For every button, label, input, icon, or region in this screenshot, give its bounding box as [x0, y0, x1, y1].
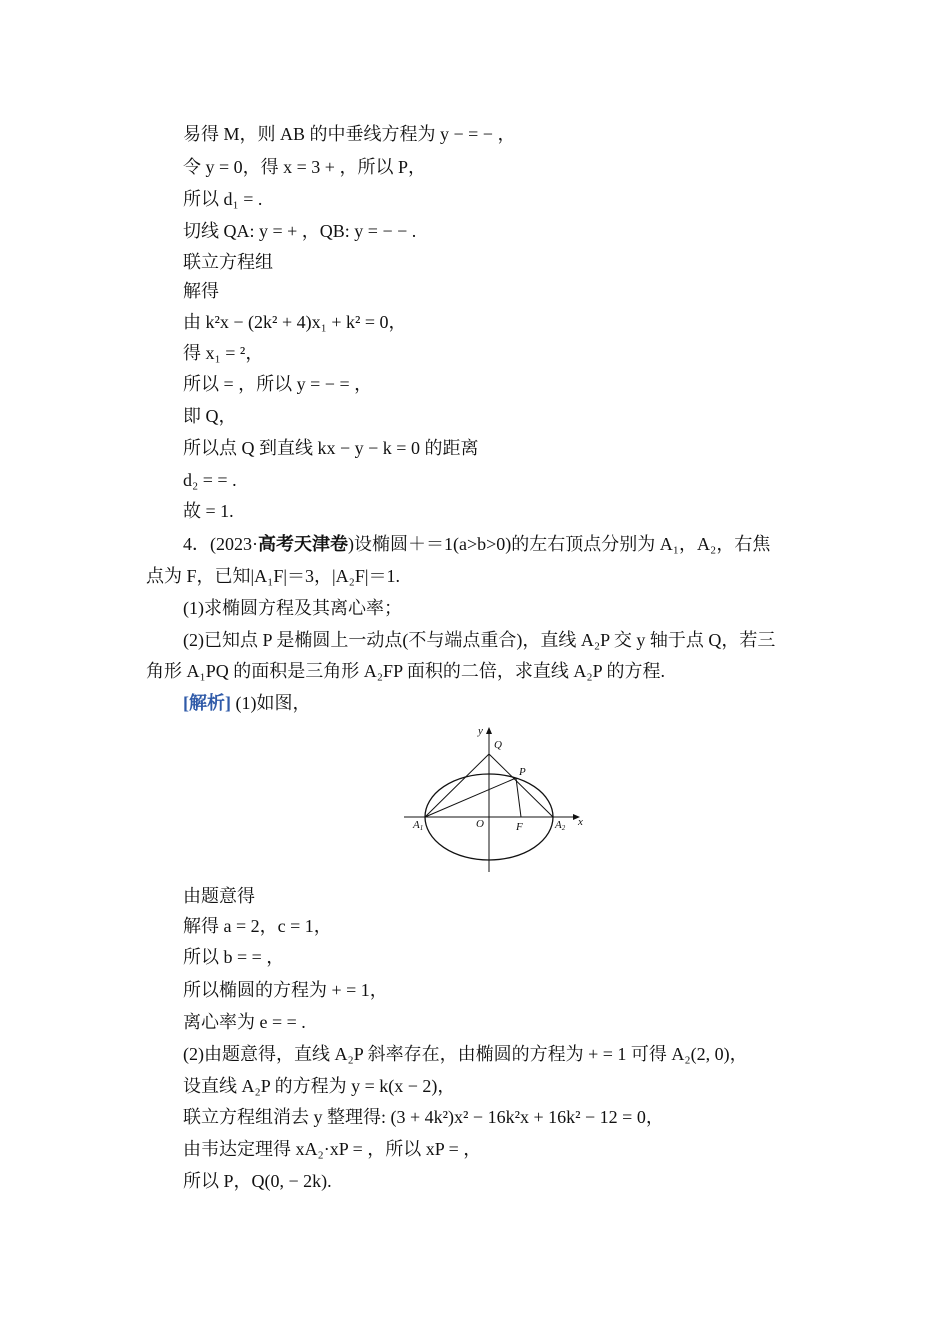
solution-line: 离心率为 e = = .: [183, 1012, 306, 1032]
solution-line: 联立方程组消去 y 整理得: (3 + 4k²)x² − 16k²x + 16k² − 12 = 0，: [183, 1107, 664, 1127]
label-P: P: [519, 766, 526, 778]
solution-header: [183, 692, 311, 714]
label-Q: Q: [494, 739, 502, 751]
text-line: 解得: [183, 281, 219, 301]
ellipse-figure: [398, 722, 588, 872]
solution-line: 所以 b = = ，: [183, 947, 285, 967]
line-A1Q: [425, 754, 489, 817]
text-line: 所以 = ，所以 y = − = ，: [183, 374, 373, 394]
solution-line: 所以椭圆的方程为 + = 1，: [183, 980, 388, 1000]
question-2-line-1: (2)已知点 P 是椭圆上一动点(不与端点重合)，直线 A₂P 交 y 轴于点 Q，若三: [183, 630, 776, 650]
text-line: 所以点 Q 到直线 kx − y − k = 0 的距离: [183, 438, 479, 458]
text-line: 联立方程组: [183, 252, 273, 272]
problem-source-name: 高考天津卷: [258, 534, 348, 554]
line-A1P: [425, 778, 516, 817]
text-line: 得 x₁ = ²，: [183, 343, 264, 363]
label-F: F: [516, 821, 523, 833]
label-A1: A1: [413, 819, 424, 832]
text-line: 令 y = 0，得 x = 3 + ，所以 P，: [183, 157, 426, 177]
text-line: 切线 QA: y = + ，QB: y = − − .: [183, 221, 417, 241]
problem-line-2: 点为 F，已知|A₁F|＝3，|A₂F|＝1.: [146, 566, 400, 586]
text-line: d₂ = = .: [183, 470, 237, 490]
problem-source-open: (2023·: [210, 534, 258, 554]
label-A2: A2: [555, 819, 566, 832]
text-line: 由 k²x − (2k² + 4)x₁ + k² = 0，: [183, 312, 407, 332]
solution-line: 所以 P，Q(0, − 2k).: [183, 1171, 332, 1191]
problem-line-1: [183, 533, 770, 555]
label-x: x: [578, 816, 583, 828]
y-axis-arrow-icon: [486, 727, 492, 734]
question-2-line-2: 角形 A₁PQ 的面积是三角形 A₂FP 面积的二倍，求直线 A₂P 的方程.: [146, 661, 666, 681]
text-line: 即 Q，: [183, 406, 237, 426]
solution-line: 由题意得: [183, 886, 255, 906]
line-PF: [516, 778, 521, 817]
solution-line: (2)由题意得，直线 A₂P 斜率存在，由椭圆的方程为 + = 1 可得 A₂(2, 0)，: [183, 1044, 748, 1064]
text-line: 易得 M，则 AB 的中垂线方程为 y − = − ，: [183, 124, 516, 144]
problem-text: )设椭圆＋＝1(a>b>0)的左右顶点分别为 A₁，A₂，右焦: [348, 534, 771, 554]
problem-number: 4．: [183, 534, 210, 554]
text-line: 故 = 1.: [183, 501, 234, 521]
solution-line: 设直线 A₂P 的方程为 y = k(x − 2)，: [183, 1076, 456, 1096]
text-line: 所以 d₁ = .: [183, 189, 263, 209]
solution-intro: (1)如图，: [231, 693, 311, 713]
label-y: y: [478, 725, 483, 737]
solution-tag: [解析]: [183, 693, 231, 713]
solution-line: 由韦达定理得 xA₂·xP = ，所以 xP = ，: [183, 1139, 482, 1159]
solution-line: 解得 a = 2，c = 1，: [183, 916, 332, 936]
question-1: (1)求椭圆方程及其离心率；: [183, 598, 402, 618]
label-O: O: [476, 818, 484, 830]
